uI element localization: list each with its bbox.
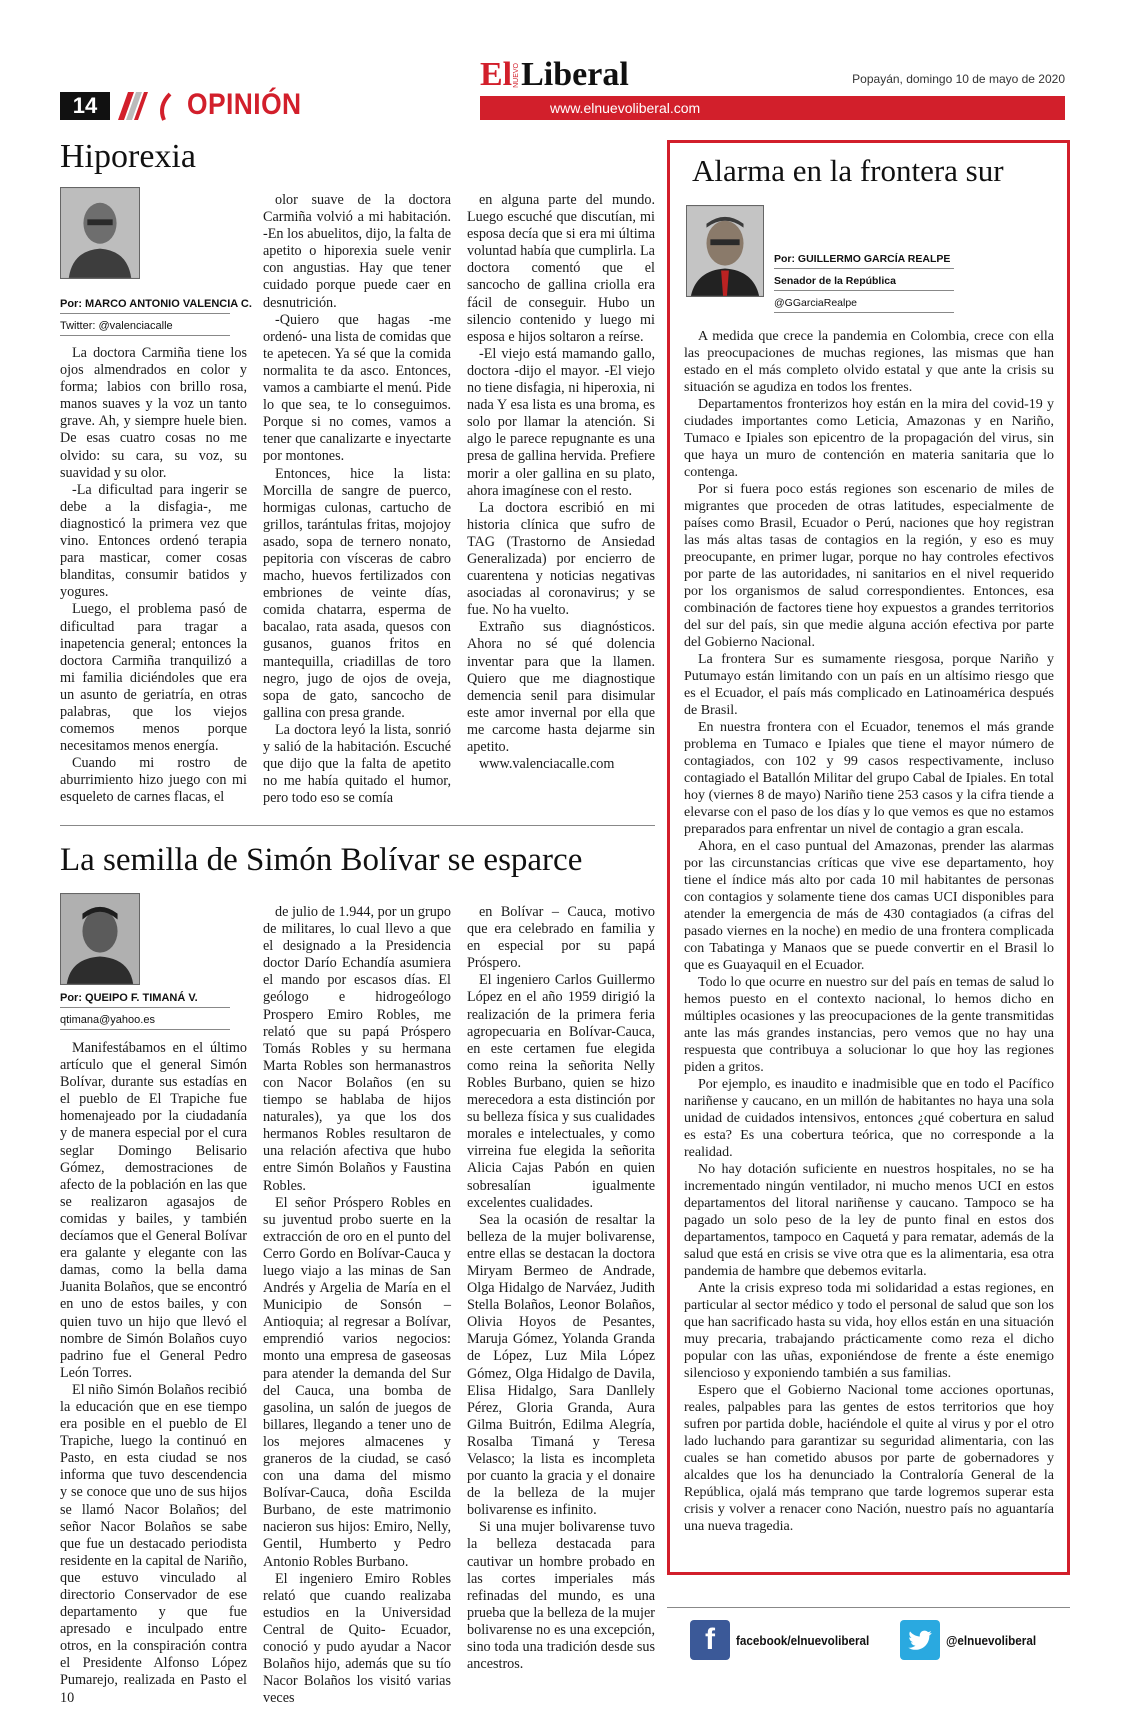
author-photo-garcia [686, 205, 764, 297]
paragraph: Por ejemplo, es inaudito e inadmisible que en todo el Pacífico nariñense y caucano, en un millón de habitantes no haya una sola unidad de cuidados intensivos, entonces ¿qué cobertura en salud es esta? Es una cobertura teórica, que no corresponde a la realidad. [684, 1077, 1054, 1160]
portrait-icon [61, 188, 139, 278]
article1-website: www.valenciacalle.com [479, 756, 615, 773]
paragraph: No hay dotación suficiente en nuestros hospitales, no se ha incrementado ningún ventilador, ni mucho menos UCI en estos departamentos del litoral nariñense y caucano. Tampoco se ha pagado un solo peso de la ley de punto final en estos dos departamentos, tampoco en Caquetá y para rematar, además de la salud que está en crisis se vive otra que es la alimentaria, esa otra pandemia de hambre que debemos evitarla. [684, 1162, 1054, 1279]
article2-col2 [263, 904, 451, 1707]
social-divider [667, 1607, 1070, 1608]
paragraph: Entonces, hice la lista: Morcilla de sangre de puerco, hormigas culonas, cartucho de grillos, tarántulas fritas, mojojoy asado, sopa de ternero nonato, pepitoria con vísceras de cabro macho, huevos fertilizados con embriones de veinte días, comida chatarra, esperma de bacalao, rata asada, quesos con gusanos, guanos fritos en mantequilla, criadillas de toro negro, jugo de ojos de oveja, sopa de gato, sancocho de gallina con presa grande. [263, 465, 451, 721]
portrait-icon [61, 894, 139, 984]
paragraph: Por si fuera poco estás regiones son escenario de miles de migrantes que proceden de otras latitudes, especialmente de países como Brasil, Ecuador o Perú, naciones que hoy registran las más altas tasas de contagios en la región, y eso es muy preocupante, en primer lugar, porque no hay controles efectivos por parte de las autoridades, ni sanitarios en el nivel requerido por los organismos de salud correspondientes. Entonces, esa combinación de factores tiene hoy expuestos a grandes territorios del sur del país, sin que medie alguna acción efectiva por parte del Gobierno Nacional. [684, 482, 1054, 650]
paragraph: de julio de 1.944, por un grupo de militares, lo cual llevo a que el designado a la Presidencia doctor Darío Echandía asumiera el mando por escasos días. El geólogo e hidrogeólogo Prospero Emiro Robles, me relató que su papá Próspero Tomás Robles y su hermana Marta Robles son hermanastros con Nacor Bolaños (en su tiempo se hablaba de hijos naturales), ya que los dos hermanos Robles resultaron de una relación afectiva que hubo entre Simón Bolaños y Faustina Robles. [263, 904, 451, 1194]
article2-email: qtimana@yahoo.es [60, 1012, 230, 1030]
paragraph: Ahora, en el caso puntual del Amazonas, prender las alarmas por las circunstancias críticas que vive ese departamento, hoy tiene el índice más alto por cada 10 mil habitantes de personas con contagios y solamente tiene dos camas UCI disponibles para atender la emergencia de más de 430 contagiados (a cifras del pasado viernes en la noche) en medio de una frontera complicada con Tabatinga y Manaos que se puede convertir en el Brasil lo que es Guayaquil en el Ecuador. [684, 839, 1054, 973]
paragraph: en Bolívar – Cauca, motivo que era celebrado en familia y en especial por su papá Próspero. [467, 904, 655, 972]
article3-role: Senador de la República [774, 275, 896, 287]
facebook-handle: facebook/elnuevoliberal [736, 1632, 870, 1648]
article1-author: Por: MARCO ANTONIO VALENCIA C. [60, 298, 252, 310]
article2-col1 [60, 1040, 247, 1706]
paragraph: Departamentos fronterizos hoy están en la mira del covid-19 y ciudades importantes como Leticia, Amazonas y en Nariño, Tumaco e Ipiales son epicentro de la propagación del virus, sin que haya un muro de contención en materia sanitaria que lo contenga. [684, 397, 1054, 480]
paragraph: -El viejo está mamando gallo, doctora -dijo el mayor. -El viejo no tiene disfagia, ni hiperoxia, ni nada Y esa lista es una broma, es solo por llamar la atención. Si algo le parece repugnante es una presa de gallina hervida. Prefiere morir a oler gallina en su plato, ahora imagínese con el resto. [467, 345, 655, 499]
facebook-icon [690, 1620, 730, 1660]
paragraph: -Quiero que hagas -me ordenó- una lista de comidas que te apetecen. Ya sé que la comida normalita te da asco. Entonces, vamos a cambiarte el menú. Pide lo que sea, te lo conseguimos. Porque si no comes, vamos a tener que canalizarte e inyectarte por montones. [263, 311, 451, 465]
paragraph: Manifestábamos en el último artículo que el general Simón Bolívar, durante sus estadías en el pueblo de El Trapiche fue homenajeado por la ciudadanía y de manera especial por el cura seglar Domingo Belisario Gómez, demostraciones de afecto de la población en las que se realizaron agasajos de comidas y bailes, y también decíamos que el General Bolívar era galante y elegante con las damas, como la bella dama Juanita Bolaños, que se encontró en uno de estos bailes, y con quien tuvo un hijo que llevó el nombre de Simón Bolaños cuyo padrino fue el General Pedro León Torres. [60, 1040, 247, 1381]
paragraph: Espero que el Gobierno Nacional tome acciones oportunas, reales, palpables para las gentes de estos territorios que hoy sufren por partida doble, haciéndole el quite al virus y por el otro lado luchando para garantizar su seguridad alimentaria, con las cuales se han cometido abusos por parte de gobernadores y alcaldes que los ha denunciado la Contraloría General de la República, ojalá más temprano que tarde logremos superar esta crisis y volver a renacer cono Nación, nuestro país no aguantaría una nueva tragedia. [684, 1383, 1054, 1534]
paragraph: El ingeniero Emiro Robles relató que cuando realizaba estudios en la Universidad Central de Quito- Ecuador, conoció y pudo ayudar a Nacor Bolaños hijo, además que su tío Nacor Bolaños los visitó varias veces [263, 1570, 451, 1707]
paragraph: Todo lo que ocurre en nuestro sur del país en temas de salud lo hemos puesto en el contexto nacional, lo hemos dicho en múltiples ocasiones y las preocupaciones de la gente transmitidas ante las más grandes instancias, pero vemos que no hay una respuesta que contribuya a solucionar lo que hoy las regiones piden a gritos. [684, 975, 1054, 1075]
paragraph: Luego, el problema pasó de dificultad para tragar a inapetencia general; entonces la doctora Carmiña tranquilizó a mi familia diciéndoles que era un asunto de geriatría, en otras palabras, que los viejos comemos menos porque necesitamos menos energía. [60, 601, 247, 755]
logo-el: El [480, 56, 513, 93]
article1-col3 [467, 192, 655, 805]
article3-headline: Alarma en la frontera sur [692, 153, 1004, 188]
article1-twitter: Twitter: @valenciacalle [60, 318, 230, 336]
newspaper-logo [480, 56, 629, 92]
paragraph: El niño Simón Bolaños recibió la educación que en ese tiempo era posible en el pueblo de El Trapiche, luego la continuó en Pasto, en esta ciudad se nos informa que tuvo descendencia y se conoce que uno de sus hijos se llamó Nacor Bolaños; del señor Nacor Bolaños se sabe que fue un destacado periodista residente en la capital de Nariño, que estuvo vinculado al directorio Conservador de ese departamento y que fue apresado e inculpado entre otros, en la conspiración contra el Presidente Alfonso López Pumarejo, realizada en Pasto el 10 [60, 1381, 247, 1706]
article3-author: Por: GUILLERMO GARCÍA REALPE [774, 253, 951, 265]
article2-col3 [467, 904, 655, 1673]
article2-byline [60, 990, 230, 1034]
paragraph: Sea la ocasión de resaltar la belleza de la mujer bolivarense, entre ellas se destacan la doctora Miryam Bermeo de Andrade, Olga Hidalgo de Narváez, Judith Stella Bolaños, Leonor Bolaños, Olivia Hoyos de Pesantes, Maruja Gómez, Yolanda Granda de López, Luz Mila López Gómez, Olga Hidalgo de Davila, Elisa Hidalgo, Sara Danllely Pérez, Gloria Granda, Aura Gilma Buitrón, Edilma Alegría, Rosalba Timaná y Teresa Velasco; la lista es incompleta por cuanto la gracia y el donaire de la belleza de la mujer bolivarense es infinito. [467, 1211, 655, 1519]
paragraph: La doctora leyó la lista, sonrió y salió de la habitación. Escuché que dijo que la falta de apetito no me había quitado el humor, pero todo eso se comía [263, 721, 451, 807]
social-links [690, 1620, 1070, 1670]
author-photo-timana [60, 893, 140, 985]
bird-icon [906, 1626, 934, 1654]
article3-body [684, 328, 1054, 1535]
paragraph: La doctora Carmiña tiene los ojos almendrados en color y forma; labios con brillo rosa, manos suaves y la voz un tanto grave. Ah, y siempre huele bien. De esas cuatro cosas no me olvido: su cara, su voz, su suavidad y su olor. [60, 345, 247, 481]
logo-nuevo: NUEVO [513, 63, 521, 88]
twitter-bird-icon [900, 1620, 940, 1660]
article3-twitter: @GGarciaRealpe [774, 295, 954, 313]
paragraph: El ingeniero Carlos Guillermo López en el año 1959 dirigió la realización de la primera feria agropecuaria en Bolívar-Cauca, en este certamen fue elegida como reina la señorita Nelly Robles Burbano, quien se hizo merecedora a esta distinción por su belleza física y sus cualidades morales e intelectuales, y como virreina fue elegida la señorita Alicia Cajas Pabón en quien sobresalían igualmente excelentes cualidades. [467, 972, 655, 1211]
twitter-handle: @elnuevoliberal [946, 1632, 1037, 1648]
article1-headline: Hiporexia [60, 138, 196, 175]
article3-byline [774, 251, 954, 317]
facebook-link[interactable] [690, 1620, 884, 1660]
paragraph: En nuestra frontera con el Ecuador, tenemos el más grande problema en Tumaco e Ipiales que tiene el mayor número de contagiados, con 102 y 99 casos respectivamente, incluso contagiado el Batallón Militar del grupo Cabal de Ipiales. En total hoy (viernes 8 de mayo) Nariño tiene 253 casos y la cifra tiende a elevarse con el paso de los días y lo que vemos es que no estamos preparados para enfrentar un nivel de contagio a gran escala. [684, 720, 1054, 837]
article1-col1 [60, 345, 247, 805]
article1-col2 [263, 192, 451, 805]
paragraph: en alguna parte del mundo. Luego escuché que discutían, mi esposa decía que si era mi última voluntad había que cumplirla. La doctora comentó que el sancocho de gallina criolla era fácil de conseguir. Hubo un silencio contenido y luego mi esposa e hijos soltaron a reírse. [467, 192, 655, 345]
website-url: www.elnuevoliberal.com [550, 100, 701, 116]
paragraph: El señor Próspero Robles en su juventud probo suerte en la extracción de oro en el punto del Cerro Gordo en Bolívar-Cauca y luego viajo a las minas de San Andrés y Argelia de María en el Municipio de Sonsón – Antioquia; al regresar a Bolívar, emprendió varios negocios: monto una empresa de gaseosas para atender la demanda del Sur del Cauca, una bomba de gasolina, un salón de juegos de billares, llegando a tener uno de los mejores almacenes y graneros de la ciudad, se casó con una dama del mismo Bolívar-Cauca, doña Escilda Burbano, de este matrimonio nacieron sus hijos: Emiro, Nelly, Gentil, Humberto y Pedro Antonio Robles Burbano. [263, 1194, 451, 1570]
article2-author: Por: QUEIPO F. TIMANÁ V. [60, 992, 198, 1004]
author-photo-valencia [60, 187, 140, 279]
portrait-icon [687, 206, 763, 296]
article3-box [667, 140, 1070, 1575]
paragraph: -La dificultad para ingerir se debe a la disfagia-, me diagnosticó la primera vez que vino. Entonces ordenó terapia para masticar, comer cosas blanditas, consumir batidos y yogures. [60, 481, 247, 601]
article-divider [60, 825, 655, 826]
paragraph: A medida que crece la pandemia en Colombia, crece con ella las preocupaciones de muchas regiones, las mismas que han estado en el más completo olvido estatal y que ante la crisis su situación se agudiza en todos los frentes. [684, 329, 1054, 395]
facebook-glyph: f [705, 1623, 715, 1656]
page-number: 14 [60, 92, 110, 120]
section-stripe-decoration [114, 92, 174, 120]
article2-headline: La semilla de Simón Bolívar se esparce [60, 842, 583, 878]
logo-liberal: Liberal [521, 56, 629, 93]
paragraph: La frontera Sur es sumamente riesgosa, porque Nariño y Putumayo están limitando con un país en un altísimo riesgo que es el Ecuador, el país más complicado en Latinoamérica después de Brasil. [684, 652, 1054, 718]
paragraph: La doctora escribió en mi historia clínica que sufro de TAG (Trastorno de Ansiedad Generalizada) por encierro de cuarentena y noticias negativas asociadas al coronavirus; y se fue. No ha vuelto. [467, 499, 655, 619]
issue-date: Popayán, domingo 10 de mayo de 2020 [852, 72, 1065, 86]
header-red-bar [480, 96, 1065, 120]
paragraph: olor suave de la doctora Carmiña volvió a mi habitación. -En los abuelitos, dijo, la falta de apetito o hiporexia suele venir con angustias. Hay que tener cuidado porque puede caer en desnutrición. [263, 192, 451, 311]
page-header [60, 54, 1065, 124]
paragraph: Extraño sus diagnósticos. Ahora no sé qué dolencia inventar para que la llamen. Quiero que me diagnostique demencia senil para disimular este amor invernal por ella que me carcome hasta dejarme sin apetito. [467, 619, 655, 755]
paragraph: Ante la crisis expreso toda mi solidaridad a estas regiones, en particular al sector médico y todo el personal de salud que son los que han sacrificado hasta su vida, hoy ellos están en una situación muy precaria, trabajando prácticamente como reza el dicho popular con las uñas, exponiéndose de frente a éste enemigo silencioso y exponiendo también a sus familias. [684, 1281, 1054, 1381]
paragraph: Cuando mi rostro de aburrimiento hizo juego con mi esqueleto de carnes flacas, el [60, 755, 247, 806]
article1-byline [60, 296, 252, 340]
paragraph: Si una mujer bolivarense tuvo la belleza destacada para cautivar un hombre probado en las cortes imperiales más refinadas del mundo, es una prueba que la belleza de la mujer bolivarense no es una excepción, sino toda una tradición desde sus ancestros. [467, 1519, 655, 1673]
twitter-link[interactable] [900, 1620, 1046, 1660]
section-title: OPINIÓN [187, 88, 302, 121]
